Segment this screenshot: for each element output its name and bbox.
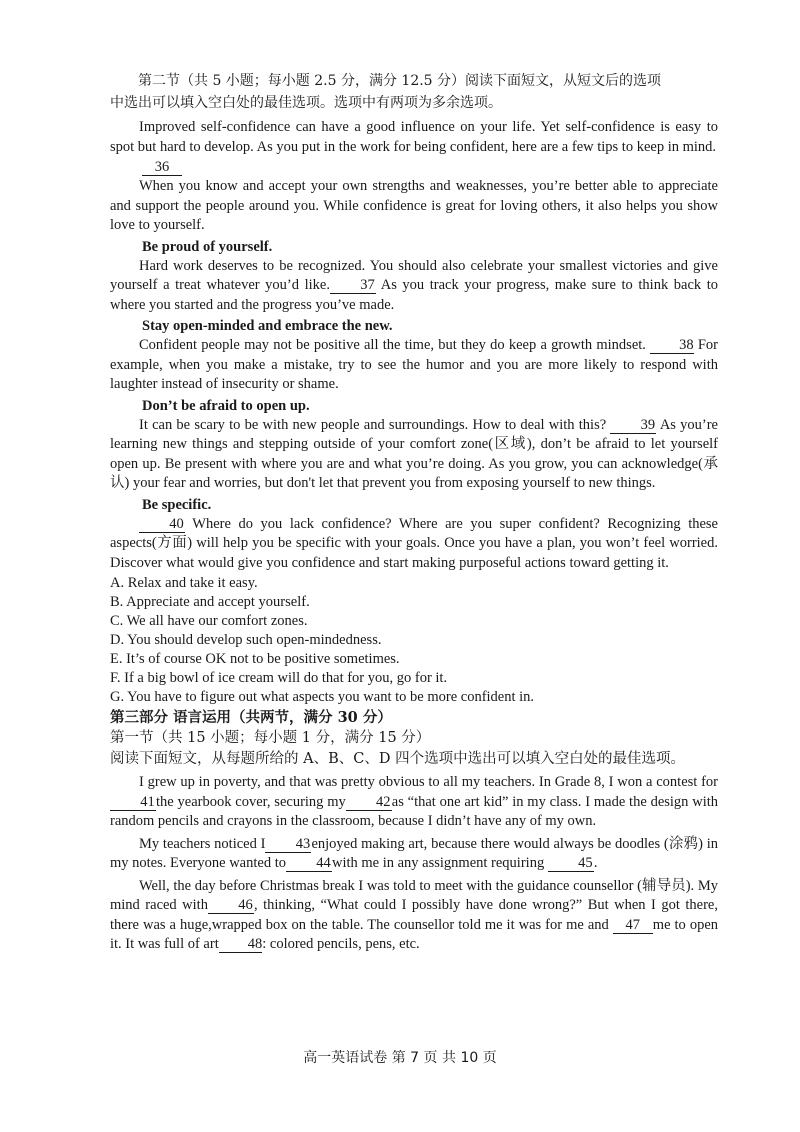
part3-section1: 第一节（共 15 小题；每小题 1 分，满分 15 分）	[110, 730, 431, 746]
blank-36-line	[142, 157, 718, 177]
cloze-para1	[110, 773, 718, 832]
passage-para4	[110, 416, 718, 494]
subheading-be-specific: Be specific.	[142, 496, 212, 513]
option-d: D. You should develop such open-mindedness.	[110, 632, 382, 648]
option-c: C. We all have our comfort zones.	[110, 613, 308, 629]
cloze-p1-text-a: I grew up in poverty, and that was pretty obvious to all my teachers. In Grade 8, I won a contest for	[139, 774, 718, 790]
blank-39: 39	[610, 417, 656, 434]
option-b: B. Appreciate and accept yourself.	[110, 594, 310, 610]
option-a: A. Relax and take it easy.	[110, 575, 258, 591]
options-list	[110, 574, 718, 707]
cloze-p1-text-c: as “that one art kid” in my class. I made the design with random pencils and crayons in the classroom, because I didn’t have any of my own.	[110, 793, 718, 829]
blank-40: 40	[139, 516, 185, 533]
part3-title: 第三部分 语言运用（共两节，满分 30 分）	[110, 709, 392, 726]
blank-37: 37	[330, 277, 376, 294]
para2-text-a: Hard work deserves to be recognized. You should also celebrate your smallest victories and give yourself a treat whatever you’d like.	[110, 257, 718, 293]
passage-para3	[110, 336, 718, 395]
para3-text-a: Confident people may not be positive all the time, but they do keep a growth mindset.	[139, 337, 646, 353]
section2-heading-line1: 第二节（共 5 小题；每小题 2.5 分，满分 12.5 分）阅读下面短文，从短文后的选项	[138, 73, 662, 89]
cloze-p2-text-a: My teachers noticed I	[139, 835, 266, 852]
cloze-para2	[110, 835, 718, 874]
cloze-p2-text-d: .	[593, 855, 598, 871]
blank-36: 36	[142, 159, 182, 176]
para2-text-b: As you track your progress, make sure to think back to where you started and the progress you’ve made.	[110, 277, 719, 313]
blank-41: 41	[110, 794, 156, 811]
blank-38: 38	[650, 337, 694, 354]
section2-heading-line2: 中选出可以填入空白处的最佳选项。选项中有两项为多余选项。	[110, 95, 502, 111]
blank-48: 48	[219, 936, 263, 953]
para4-text-b: As you’re learning new things and stepping outside of your comfort zone(区域), don’t be afraid to let yourself open up. Be present with where you are and what you’re doing. As you grow, you can acknowledge(承认) your fear and worries, but don't let that prevent you from exposing yourself to new things.	[110, 416, 718, 491]
cloze-p3-text-c: me to open it. It was full of art	[110, 916, 718, 952]
cloze-p3-text-b: , thinking, “What could I possibly have done wrong?” But when I got there, there was a huge,wrapped box on the table. The counsellor told me it was for me and	[110, 897, 718, 933]
page-footer: 高一英语试卷 第 7 页 共 10 页	[303, 1050, 497, 1066]
cloze-p3-text-a: Well, the day before Christmas break I was told to meet with the guidance counsellor (辅导员). My mind raced with	[110, 877, 718, 913]
cloze-para3	[110, 877, 718, 955]
blank-45: 45	[548, 855, 594, 872]
blank-46: 46	[208, 897, 254, 914]
blank-42: 42	[346, 794, 392, 811]
blank-44: 44	[286, 855, 332, 872]
option-e: E. It’s of course OK not to be positive sometimes.	[110, 651, 400, 667]
cloze-p1-text-b: the yearbook cover, securing my	[156, 793, 346, 810]
passage-intro: Improved self-confidence can have a good influence on your life. Yet self-confidence is easy to spot but hard to develop. As you put in the work for being confident, here are a few tips to keep in mind.	[110, 119, 718, 155]
exam-page	[110, 70, 718, 955]
blank-47: 47	[613, 917, 653, 934]
option-f: F. If a big bowl of ice cream will do that for you, go for it.	[110, 670, 448, 686]
para4-text-a: It can be scary to be with new people and surroundings. How to deal with this?	[139, 416, 607, 433]
part3-instruction: 阅读下面短文，从每题所给的 A、B、C、D 四个选项中选出可以填入空白处的最佳选项。	[110, 751, 686, 767]
para5-text: Where do you lack confidence? Where are you super confident? Recognizing these aspects(方面) will help you be specific with your goals. Once you have a plan, you won’t feel worried. Discover what would give you confidence and start making purposeful actions toward getting it.	[110, 515, 718, 571]
blank-43: 43	[265, 836, 311, 853]
para3-text-b: For example, when you make a mistake, try to see the humor and you are more likely to respond with laughter instead of insecurity or shame.	[110, 337, 719, 392]
passage-para2	[110, 257, 718, 316]
passage-para1: When you know and accept your own strengths and weaknesses, you’re better able to appreciate and support the people around you. While confidence is great for loving others, it also helps you show love to yourself.	[110, 178, 718, 233]
subheading-open-minded: Stay open-minded and embrace the new.	[142, 318, 393, 334]
subheading-be-proud: Be proud of yourself.	[142, 238, 273, 255]
cloze-p2-text-c: with me in any assignment requiring	[331, 855, 545, 871]
subheading-open-up: Don’t be afraid to open up.	[142, 397, 310, 414]
cloze-p3-text-d: : colored pencils, pens, etc.	[262, 936, 420, 952]
cloze-p2-text-b: enjoyed making art, because there would always be doodles (涂鸦) in my notes. Everyone wanted to	[110, 835, 718, 871]
option-g: G. You have to figure out what aspects you want to be more confident in.	[110, 689, 535, 705]
passage-para5	[110, 515, 718, 574]
